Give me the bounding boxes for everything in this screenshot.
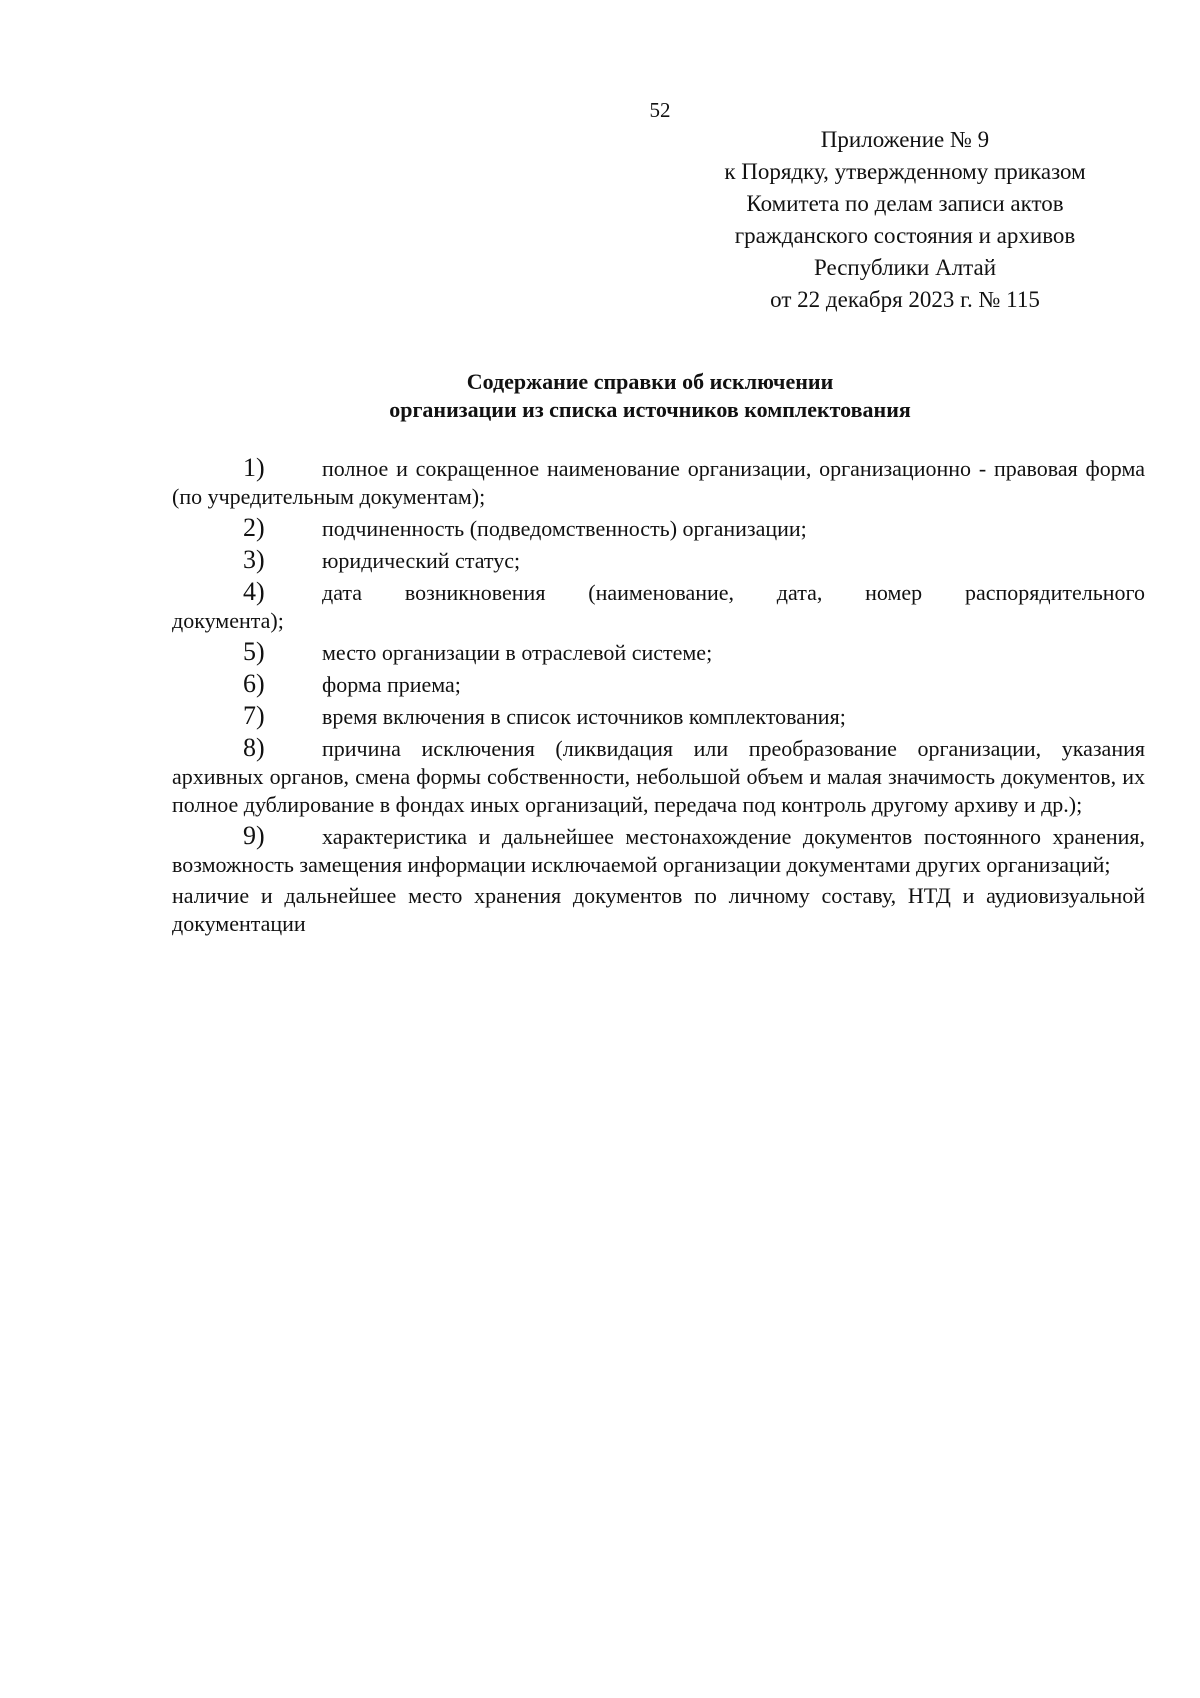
list-item bbox=[172, 670, 1145, 699]
item-number: 8) bbox=[243, 733, 265, 762]
list-item bbox=[172, 578, 1145, 635]
title-line-2: организации из списка источников комплектования bbox=[389, 397, 911, 422]
item-number: 6) bbox=[243, 669, 265, 698]
document-body bbox=[172, 454, 1145, 938]
item-number: 2) bbox=[243, 513, 265, 542]
item-number: 1) bbox=[243, 453, 265, 482]
list-item bbox=[172, 734, 1145, 819]
title-line-1: Содержание справки об исключении bbox=[466, 369, 834, 394]
item-text: полное и сокращенное наименование организации, организационно - правовая форма (по учредительным документам); bbox=[172, 456, 1145, 509]
list-item bbox=[172, 702, 1145, 731]
item-text: дата возникновения (наименование, дата, номер распорядительного bbox=[322, 580, 1145, 605]
appendix-line: Республики Алтай bbox=[813, 255, 997, 280]
item-text-continuation: документа); bbox=[172, 608, 284, 633]
list-item bbox=[172, 546, 1145, 575]
item-number: 5) bbox=[243, 637, 265, 666]
appendix-line: гражданского состояния и архивов bbox=[734, 223, 1076, 248]
item-text: причина исключения (ликвидация или преобразование организации, указания архивных органов, смена формы собственности, небольшой объем и малая значимость документов, их полное дублирование в фондах иных организаций, передача под контроль другому архиву и др.); bbox=[172, 736, 1145, 817]
item-text: юридический статус; bbox=[322, 548, 521, 573]
item-text: место организации в отраслевой системе; bbox=[322, 640, 713, 665]
appendix-line: к Порядку, утвержденному приказом bbox=[724, 159, 1086, 184]
page-number: 52 bbox=[649, 98, 671, 122]
appendix-line: Приложение № 9 bbox=[820, 127, 990, 152]
appendix-header bbox=[680, 124, 1130, 316]
item-text: характеристика и дальнейшее местонахождение документов постоянного хранения, возможность замещения информации исключаемой организации документами других организаций; bbox=[172, 824, 1145, 877]
list-item bbox=[172, 638, 1145, 667]
document-title bbox=[170, 368, 1130, 424]
item-number: 7) bbox=[243, 701, 265, 730]
item-text: форма приема; bbox=[322, 672, 461, 697]
item-number: 9) bbox=[243, 821, 265, 850]
item-number: 4) bbox=[243, 577, 265, 606]
list-item bbox=[172, 454, 1145, 511]
closing-paragraph: наличие и дальнейшее место хранения документов по личному составу, НТД и аудиовизуальной документации bbox=[172, 883, 1145, 936]
list-item bbox=[172, 822, 1145, 879]
item-text: подчиненность (подведомственность) организации; bbox=[322, 516, 807, 541]
item-number: 3) bbox=[243, 545, 265, 574]
appendix-line: Комитета по делам записи актов bbox=[746, 191, 1064, 216]
list-item bbox=[172, 514, 1145, 543]
appendix-line: от 22 декабря 2023 г. № 115 bbox=[770, 287, 1040, 312]
item-text: время включения в список источников комплектования; bbox=[322, 704, 846, 729]
